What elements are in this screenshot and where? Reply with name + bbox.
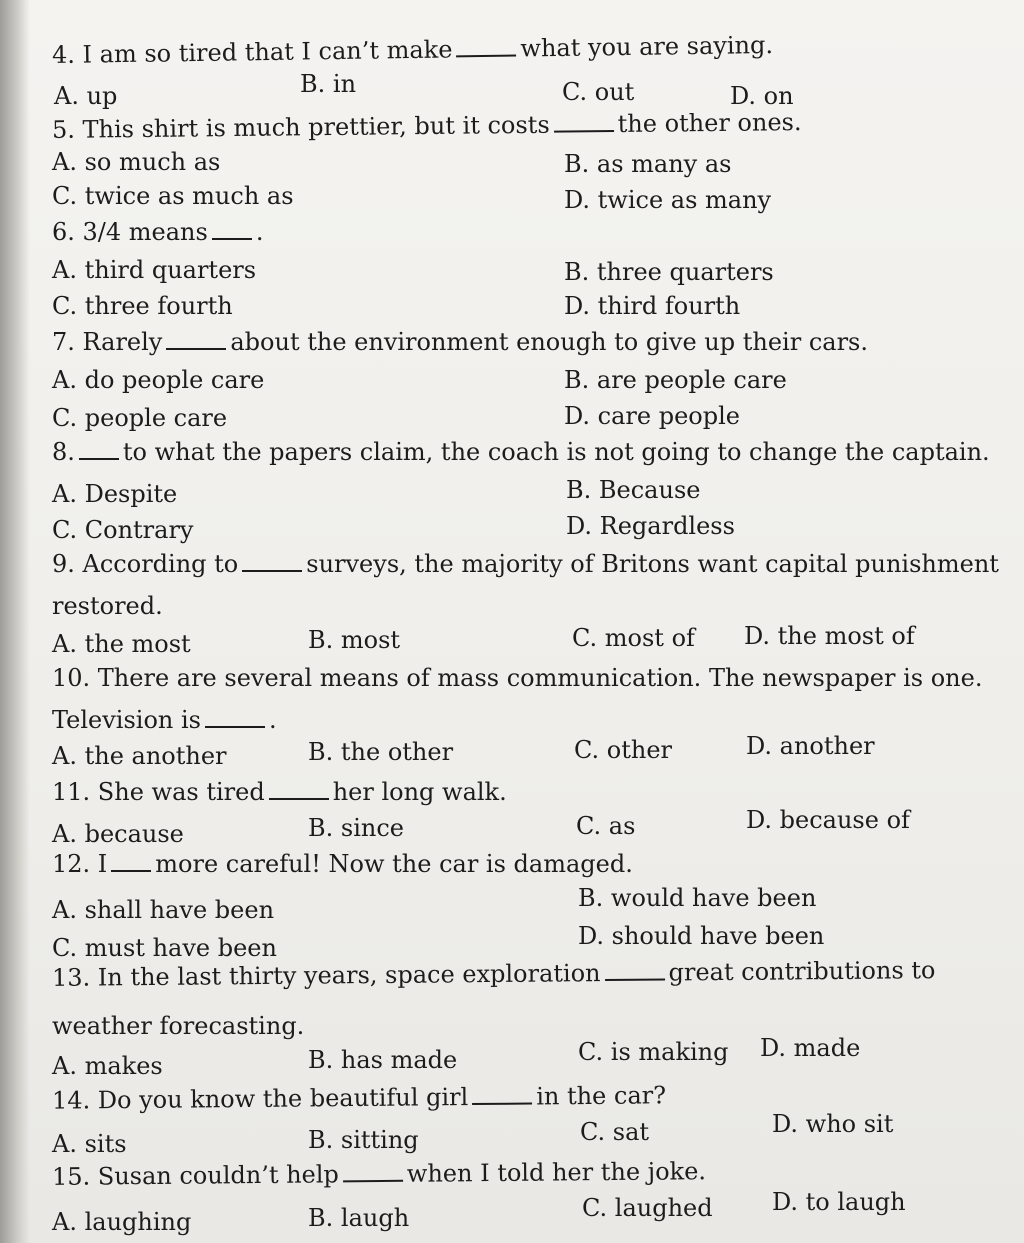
- question-6-option-c: C. three fourth: [52, 292, 233, 320]
- question-12-option-a: A. shall have been: [52, 896, 275, 924]
- question-10-option-c: C. other: [574, 736, 672, 764]
- question-4-option-c: C. out: [562, 78, 635, 106]
- question-4-option-a: A. up: [54, 82, 118, 110]
- question-15-option-a: A. laughing: [52, 1208, 192, 1236]
- question-5-option-c: C. twice as much as: [52, 182, 294, 210]
- question-10-option-b: B. the other: [308, 738, 454, 766]
- question-12-option-d: D. should have been: [578, 922, 825, 950]
- question-11-option-d: D. because of: [746, 806, 910, 834]
- question-9-stem: 9. According to surveys, the majority of Britons want capital punishment: [52, 550, 999, 578]
- question-7-stem: 7. Rarely about the environment enough to give up their cars.: [52, 328, 868, 356]
- question-5-option-a: A. so much as: [52, 148, 221, 176]
- question-14-stem: 14. Do you know the beautiful girl in the car?: [51, 1081, 667, 1115]
- page-shadow: [0, 0, 30, 1243]
- question-12-option-c: C. must have been: [52, 934, 277, 962]
- question-9-option-c: C. most of: [572, 624, 695, 652]
- question-13-option-a: A. makes: [52, 1052, 163, 1080]
- question-15-option-c: C. laughed: [582, 1194, 713, 1222]
- question-7-option-b: B. are people care: [564, 366, 787, 394]
- question-4-option-d: D. on: [730, 82, 794, 110]
- question-6-stem: 6. 3/4 means .: [52, 218, 264, 246]
- question-5-option-d: D. twice as many: [564, 186, 772, 214]
- question-10-stem: 10. There are several means of mass communication. The newspaper is one.: [52, 664, 983, 692]
- question-12-option-b: B. would have been: [578, 884, 817, 912]
- question-8-option-d: D. Regardless: [566, 512, 735, 540]
- question-10-option-a: A. the another: [52, 742, 227, 770]
- question-12-stem: 12. I more careful! Now the car is damaged.: [52, 850, 633, 878]
- question-9-option-d: D. the most of: [744, 622, 915, 650]
- question-13-stem-cont: weather forecasting.: [52, 1012, 305, 1040]
- question-10-option-d: D. another: [746, 732, 875, 760]
- question-8-option-b: B. Because: [566, 476, 701, 504]
- question-13-option-b: B. has made: [308, 1046, 458, 1074]
- question-11-stem: 11. She was tired her long walk.: [52, 778, 507, 806]
- question-14-option-b: B. sitting: [308, 1126, 419, 1154]
- question-15-option-b: B. laugh: [308, 1204, 410, 1232]
- question-14-option-a: A. sits: [52, 1130, 127, 1158]
- question-14-option-c: C. sat: [580, 1118, 650, 1146]
- question-6-option-b: B. three quarters: [564, 258, 774, 286]
- question-5-stem: 5. This shirt is much prettier, but it costs the other ones.: [51, 108, 802, 144]
- question-10-stem-cont: Television is .: [52, 706, 277, 734]
- question-6-option-d: D. third fourth: [564, 292, 741, 320]
- question-7-option-d: D. care people: [564, 402, 740, 430]
- question-13-stem: 13. In the last thirty years, space exploration great contributions to: [51, 956, 936, 992]
- question-15-stem: 15. Susan couldn’t help when I told her the joke.: [51, 1157, 707, 1191]
- question-7-option-a: A. do people care: [52, 366, 265, 394]
- question-6-option-a: A. third quarters: [52, 256, 257, 284]
- question-13-option-d: D. made: [760, 1034, 861, 1062]
- question-8-option-c: C. Contrary: [52, 516, 194, 544]
- question-14-option-d: D. who sit: [772, 1110, 894, 1138]
- question-11-option-a: A. because: [52, 820, 184, 848]
- question-7-option-c: C. people care: [52, 404, 228, 432]
- question-4-stem: 4. I am so tired that I can’t make what you are saying.: [51, 30, 774, 70]
- question-11-option-b: B. since: [308, 814, 404, 842]
- question-15-option-d: D. to laugh: [772, 1188, 906, 1216]
- question-8-stem: 8. to what the papers claim, the coach is not going to change the captain.: [52, 438, 990, 466]
- question-9-option-b: B. most: [308, 626, 401, 654]
- question-4-option-b: B. in: [300, 70, 357, 98]
- question-8-option-a: A. Despite: [52, 480, 178, 508]
- question-5-option-b: B. as many as: [564, 150, 732, 178]
- question-11-option-c: C. as: [576, 812, 636, 840]
- question-9-option-a: A. the most: [52, 630, 191, 658]
- question-9-stem-cont: restored.: [52, 592, 163, 620]
- question-13-option-c: C. is making: [578, 1038, 729, 1066]
